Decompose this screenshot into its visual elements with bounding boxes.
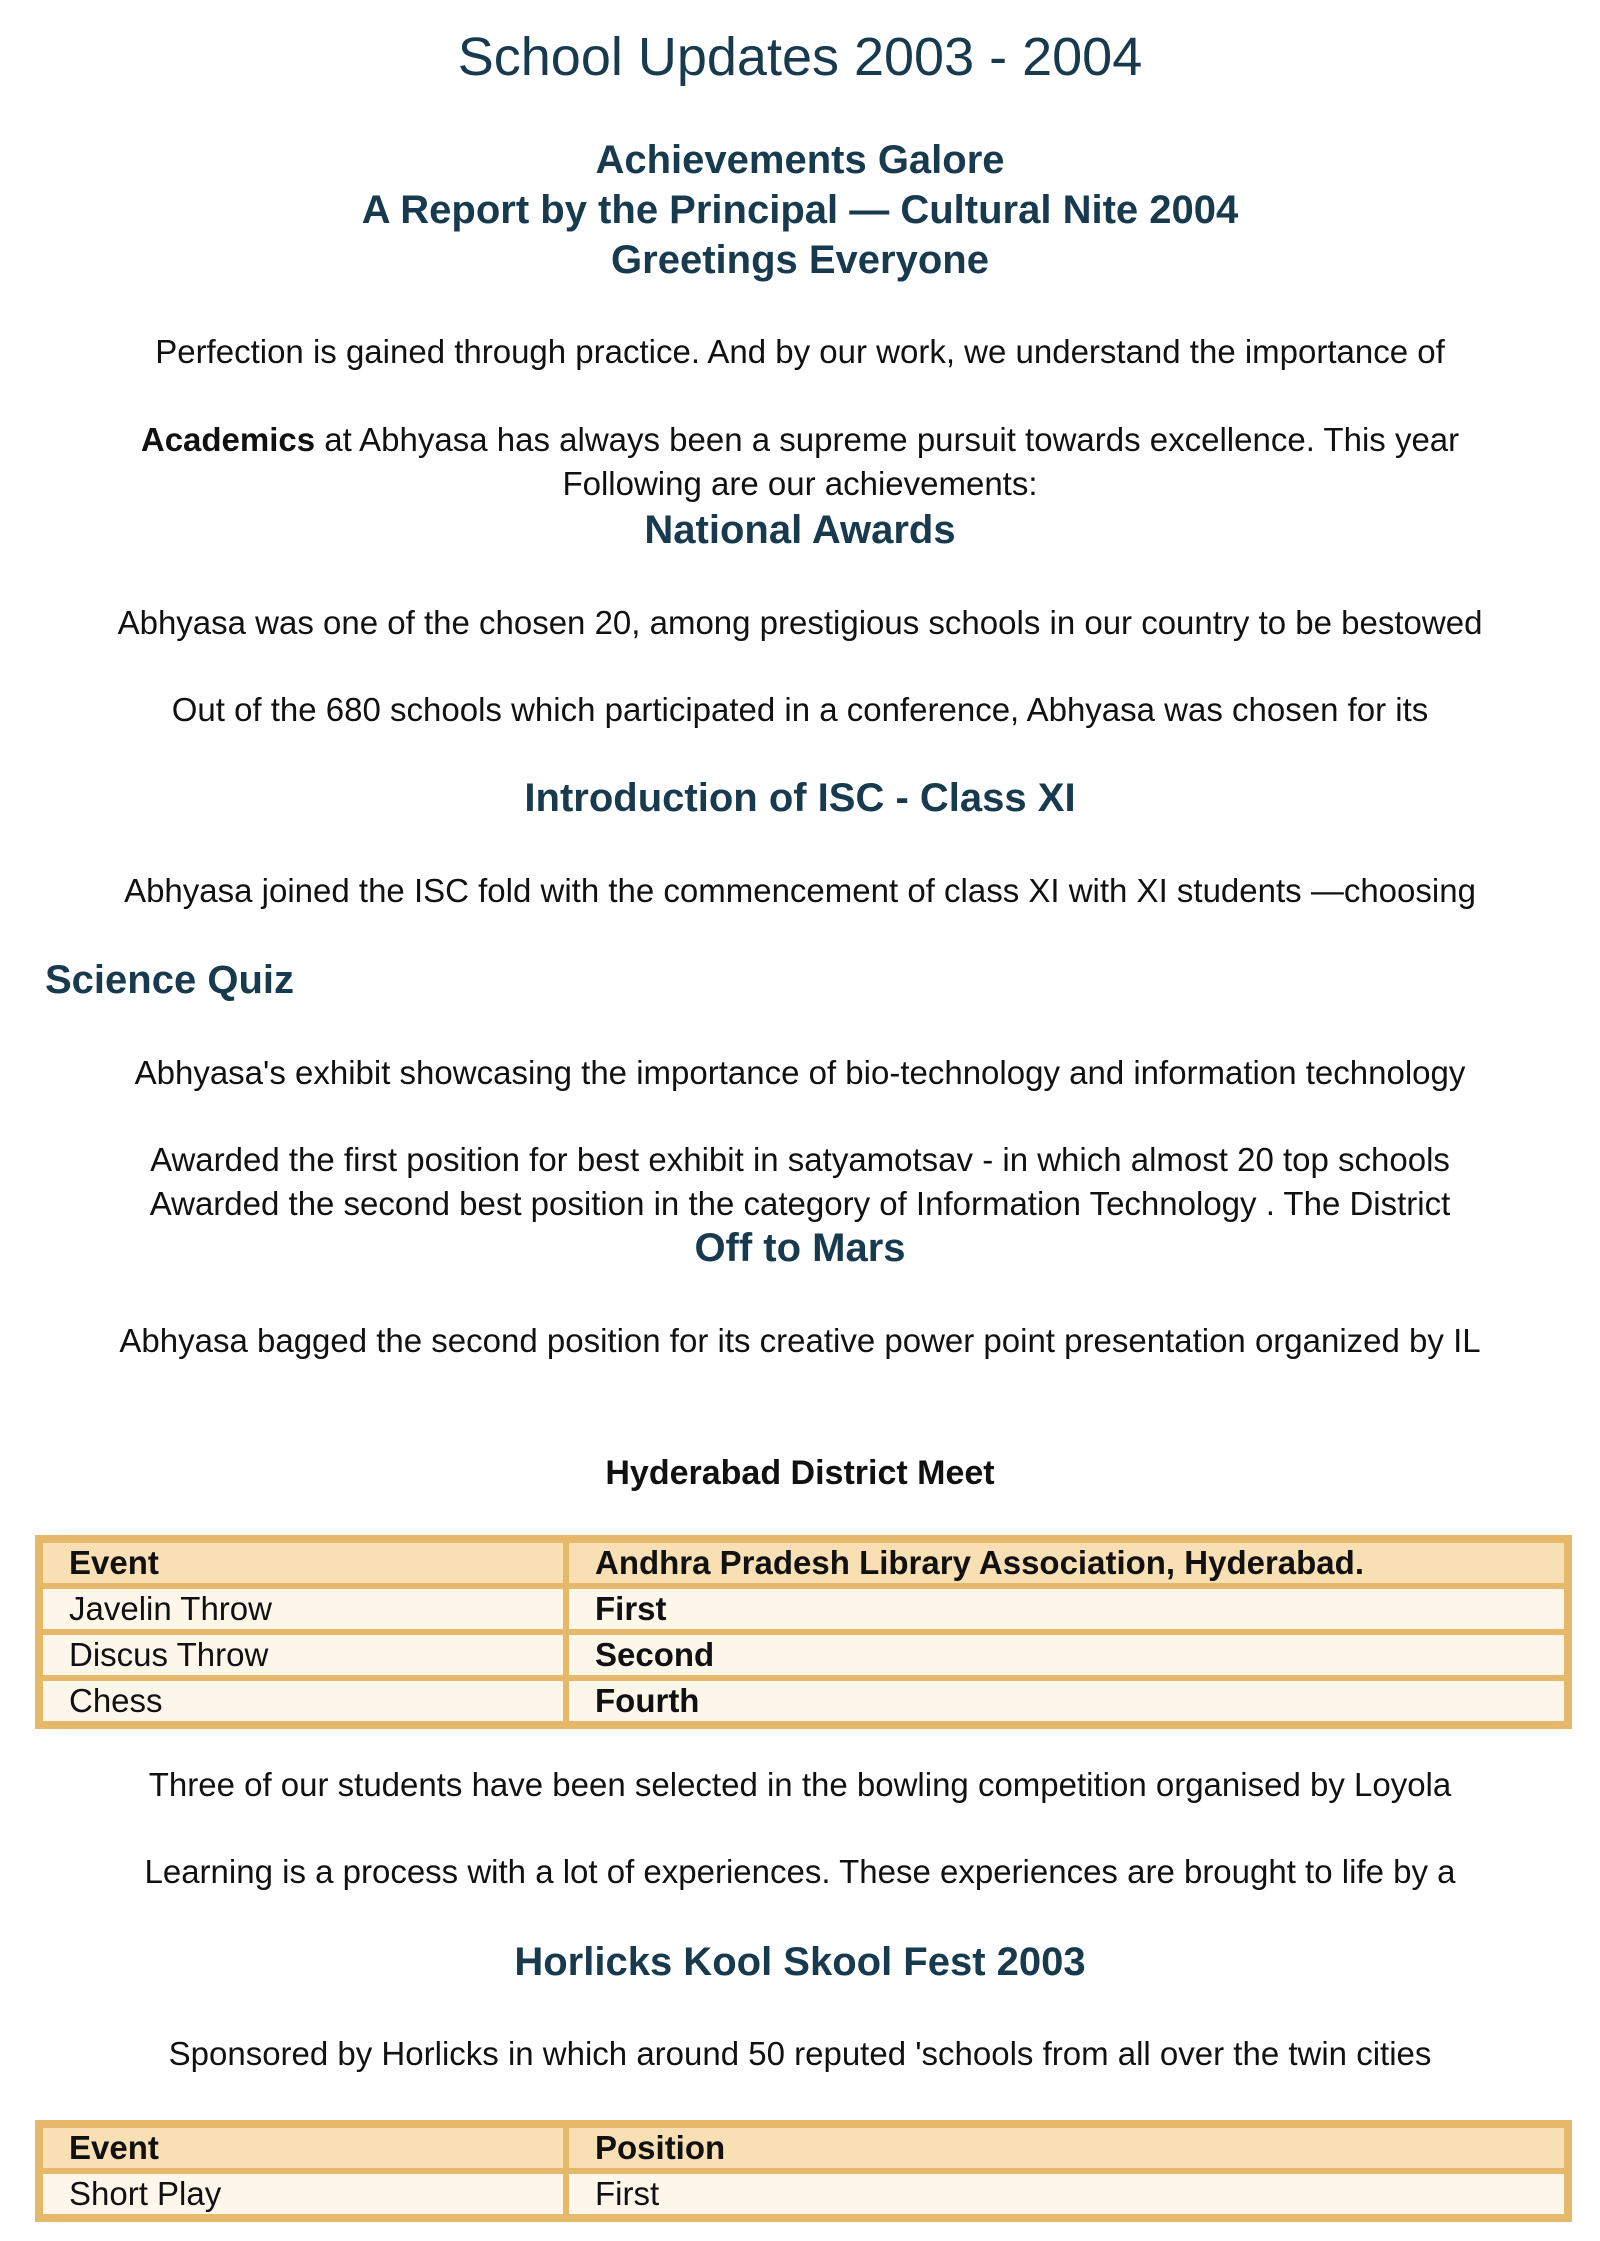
paragraph-perfection: Perfection is gained through practice. And by our work, we understand the importance of [155,333,1445,370]
heading-science-quiz: Science Quiz [45,958,294,1002]
paragraph-following: Following are our achievements: [562,465,1038,502]
heading-horlicks: Horlicks Kool Skool Fest 2003 [514,1940,1086,1984]
paragraph-learning: Learning is a process with a lot of experiences. These experiences are brought to life by a [144,1853,1456,1890]
table-row [40,1632,1567,1678]
paragraph-mars: Abhyasa bagged the second position for its creative power point presentation organized by IL [119,1322,1481,1359]
paragraph-isc: Abhyasa joined the ISC fold with the commencement of class XI with XI students —choosing [124,872,1476,909]
page-title: School Updates 2003 - 2004 [457,27,1143,87]
table-header-cell: Event [40,1540,566,1586]
paragraph-second-position: Awarded the second best position in the category of Information Technology . The District [149,1185,1451,1222]
table-cell-result: Fourth [566,1678,1567,1724]
table-header-cell: Position [566,2125,1567,2171]
paragraph-academics [0,421,1600,459]
paragraph-sponsored: Sponsored by Horlicks in which around 50 reputed 'schools from all over the twin cities [168,2035,1432,2072]
table-cell-result: First [566,2171,1567,2217]
academics-text: at Abhyasa has always been a supreme pursuit towards excellence. This year [315,421,1460,458]
table-cell-event: Short Play [40,2171,566,2217]
paragraph-bowling: Three of our students have been selected in the bowling competition organised by Loyola [148,1766,1452,1803]
table-header-cell: Andhra Pradesh Library Association, Hyderabad. [566,1540,1567,1586]
table-header-cell: Event [40,2125,566,2171]
paragraph-exhibit: Abhyasa's exhibit showcasing the importance of bio-technology and information technology [134,1054,1466,1091]
table-cell-event: Javelin Throw [40,1586,566,1632]
heading-isc: Introduction of ISC - Class XI [524,776,1076,820]
academics-label: Academics [140,421,316,458]
hyderabad-meet-table [35,1535,1572,1729]
heading-national-awards: National Awards [644,508,956,552]
table-cell-result: Second [566,1632,1567,1678]
table-row [40,1678,1567,1724]
heading-report: A Report by the Principal — Cultural Nite 2004 [361,188,1239,232]
paragraph-680-schools: Out of the 680 schools which participated in a conference, Abhyasa was chosen for its [171,691,1429,728]
heading-greetings: Greetings Everyone [611,238,989,282]
table-cell-result: First [566,1586,1567,1632]
heading-achievements: Achievements Galore [595,138,1005,182]
table-row [40,2171,1567,2217]
table-header-row [40,2125,1567,2171]
table-cell-event: Discus Throw [40,1632,566,1678]
paragraph-chosen-20: Abhyasa was one of the chosen 20, among prestigious schools in our country to be bestowed [117,604,1483,641]
heading-hyderabad-meet: Hyderabad District Meet [605,1454,995,1492]
horlicks-fest-table [35,2120,1572,2222]
paragraph-first-position: Awarded the first position for best exhibit in satyamotsav - in which almost 20 top schools [150,1141,1450,1178]
heading-off-to-mars: Off to Mars [694,1226,906,1270]
table-header-row [40,1540,1567,1586]
table-cell-event: Chess [40,1678,566,1724]
table-row [40,1586,1567,1632]
